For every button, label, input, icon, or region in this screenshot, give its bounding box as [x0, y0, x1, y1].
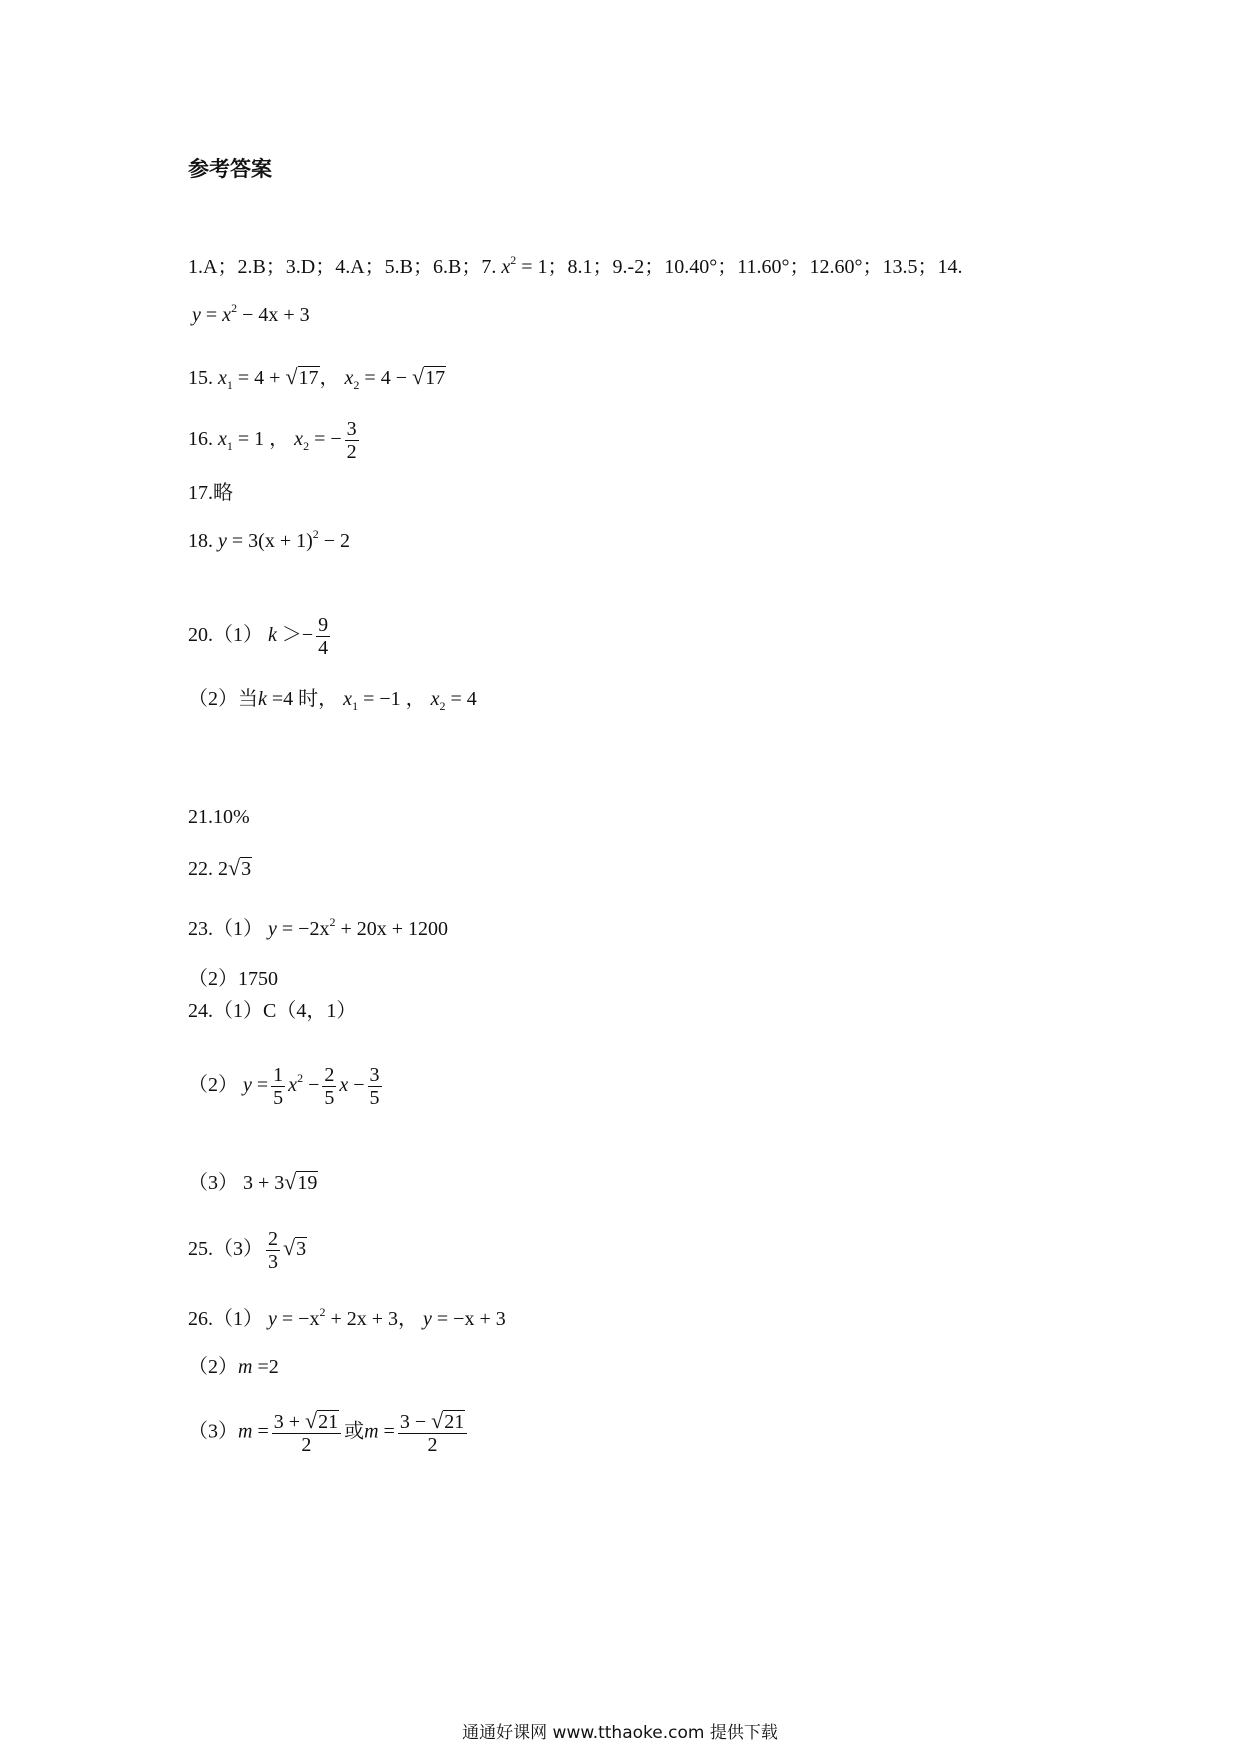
q15-x2-expr: = 4 −	[364, 367, 407, 389]
q26-exponent: 2	[319, 1305, 326, 1319]
q20-x1: x	[343, 688, 353, 710]
q7-exponent: 2	[510, 253, 517, 267]
q24-frac-2: $\frac{2}{5}$	[324, 1064, 335, 1109]
q25-fraction: $\frac{2}{3}$	[268, 1228, 278, 1273]
q20-label: 20.（1）	[188, 624, 263, 647]
q15-separator: ，	[319, 367, 340, 389]
q26-or: 或	[344, 1420, 365, 1443]
q15-sqrt-2: √ 17	[411, 364, 446, 389]
q26-y1: y	[268, 1308, 277, 1330]
q26-sqrt-2: √ 21	[431, 1408, 465, 1433]
q24-y: y	[243, 1074, 252, 1097]
q24-part1: 24.（1）C（4，1）	[188, 1000, 357, 1022]
q14-answer: $y = x^2 - 4x + 3$	[192, 301, 310, 326]
q22-label: 22.	[188, 858, 213, 880]
q26-p3-label: （3）	[188, 1420, 238, 1443]
q15-label: 15.	[188, 367, 213, 389]
q14-x: x	[222, 304, 232, 326]
q26-label: 26.（1）	[188, 1308, 263, 1330]
q26-part2	[188, 1354, 279, 1380]
q26-eq2: = −x + 3	[436, 1308, 506, 1330]
q20-p2-mid: =4 时，	[266, 688, 339, 710]
q23-label: 23.（1）	[188, 918, 263, 940]
q24-frac-1: $\frac{1}{5}$	[273, 1064, 284, 1109]
q25-label: 25.（3）	[188, 1238, 263, 1261]
q23-exponent: 2	[329, 915, 336, 929]
q14-y: y	[192, 304, 201, 326]
q15-sqrt-1: √ 17	[285, 364, 319, 389]
q23-part2: （2）1750	[188, 968, 278, 990]
q24-p3-label: （3）	[188, 1172, 238, 1194]
q23-tail: + 20x + 1200	[335, 918, 449, 940]
q26-part3: （3）m = 3 + √ 21 2 或m = 3 − √ 21 2	[188, 1410, 470, 1456]
q26-frac-1: 3 + √ 21 2	[272, 1410, 341, 1456]
q23-part1	[188, 916, 448, 942]
q20-p2-k: k	[258, 688, 267, 710]
q18-y: y	[218, 530, 227, 552]
q7-equation: = 1	[521, 256, 548, 278]
q18-exponent: 2	[312, 527, 319, 541]
q16-sub2: 2	[303, 439, 310, 454]
q15-answer	[188, 365, 446, 391]
q24-part3	[188, 1170, 318, 1196]
q20-x2-expr: = 4	[450, 688, 477, 710]
q24-p2-label: （2）	[188, 1074, 238, 1097]
q16-answer	[188, 418, 362, 463]
q26-p2-value: =2	[252, 1356, 279, 1378]
q16-x2-expr: = −	[314, 428, 342, 451]
q24-p3-pre: 3 + 3	[243, 1172, 285, 1194]
q24-part2: （2） y = $\frac{1}{5}$ $x^2$ − $\frac{2}{5}$ x − $\frac{3}{5}$	[188, 1064, 380, 1109]
answers-1-14	[188, 254, 962, 280]
q20-x2: x	[430, 688, 440, 710]
page-title: 参考答案	[188, 157, 272, 181]
q26-sqrt-1: √ 21	[305, 1408, 339, 1433]
q22-coef: 2	[218, 858, 228, 880]
q26-m2: m	[364, 1420, 379, 1443]
q20-part2	[188, 686, 477, 712]
q18-answer	[188, 528, 350, 554]
q24-x-squared: x	[288, 1074, 298, 1097]
answers-8-14-text: ；8.1；9.-2；10.40°；11.60°；12.60°；13.5；14.	[547, 256, 963, 278]
q26-m: m	[238, 1356, 253, 1378]
q26-p2-label: （2）	[188, 1356, 238, 1378]
q14-tail: − 4x + 3	[242, 304, 310, 326]
q20-p2-pre: （2）当	[188, 688, 258, 710]
q16-x1: x	[218, 428, 227, 451]
q16-x2: x	[294, 428, 304, 451]
q16-sub1: 1	[226, 439, 233, 454]
q26-part1	[188, 1306, 506, 1332]
q23-y: y	[268, 918, 277, 940]
q21-answer: 21.10%	[188, 806, 250, 828]
q20-relation: ＞−	[281, 624, 314, 647]
q15-x1: x	[218, 367, 227, 389]
q14-exponent: 2	[231, 301, 238, 315]
q16-label: 16.	[188, 428, 213, 451]
q16-fraction: $\frac{3}{2}$	[346, 418, 357, 463]
q26-m1: m	[238, 1420, 253, 1443]
q24-x: x	[339, 1074, 349, 1097]
q25-answer	[188, 1228, 307, 1273]
q22-answer	[188, 856, 252, 882]
q15-x1-expr: = 4 +	[237, 367, 281, 389]
q20-sub2: 2	[439, 699, 446, 713]
page-footer: 通通好课网 www.tthaoke.com 提供下载	[462, 1723, 778, 1743]
q15-x2: x	[344, 367, 354, 389]
answers-1-7-text: 1.A；2.B；3.D；4.A；5.B；6.B；7.	[188, 256, 502, 278]
q24-exponent: 2	[297, 1071, 304, 1086]
q7-variable: x	[501, 256, 511, 278]
q18-label: 18.	[188, 530, 213, 552]
q16-x1-expr: = 1 ，	[237, 428, 290, 451]
q23-expr: = −2x	[281, 918, 330, 940]
q26-frac-2: 3 − √ 21 2	[398, 1410, 467, 1456]
q15-sub1: 1	[226, 378, 233, 392]
q15-sub2: 2	[353, 378, 360, 392]
q24-sqrt: √ 19	[284, 1169, 318, 1194]
q26-eq1-tail: + 2x + 3，	[325, 1308, 419, 1330]
q20-sub1: 1	[352, 699, 359, 713]
q18-tail: − 2	[318, 530, 351, 552]
q24-frac-3: $\frac{3}{5}$	[369, 1064, 380, 1109]
q25-sqrt: √ 3	[283, 1235, 307, 1261]
q17-answer: 17.略	[188, 482, 233, 504]
q22-sqrt: √ 3	[228, 855, 252, 880]
q20-k: k	[268, 624, 277, 647]
q20-x1-expr: = −1 ，	[363, 688, 426, 710]
q20-part1	[188, 614, 333, 659]
q26-eq1: = −x	[281, 1308, 320, 1330]
q18-expr: = 3(x + 1)	[231, 530, 313, 552]
q26-y2: y	[423, 1308, 432, 1330]
q20-fraction: $\frac{9}{4}$	[318, 614, 329, 659]
